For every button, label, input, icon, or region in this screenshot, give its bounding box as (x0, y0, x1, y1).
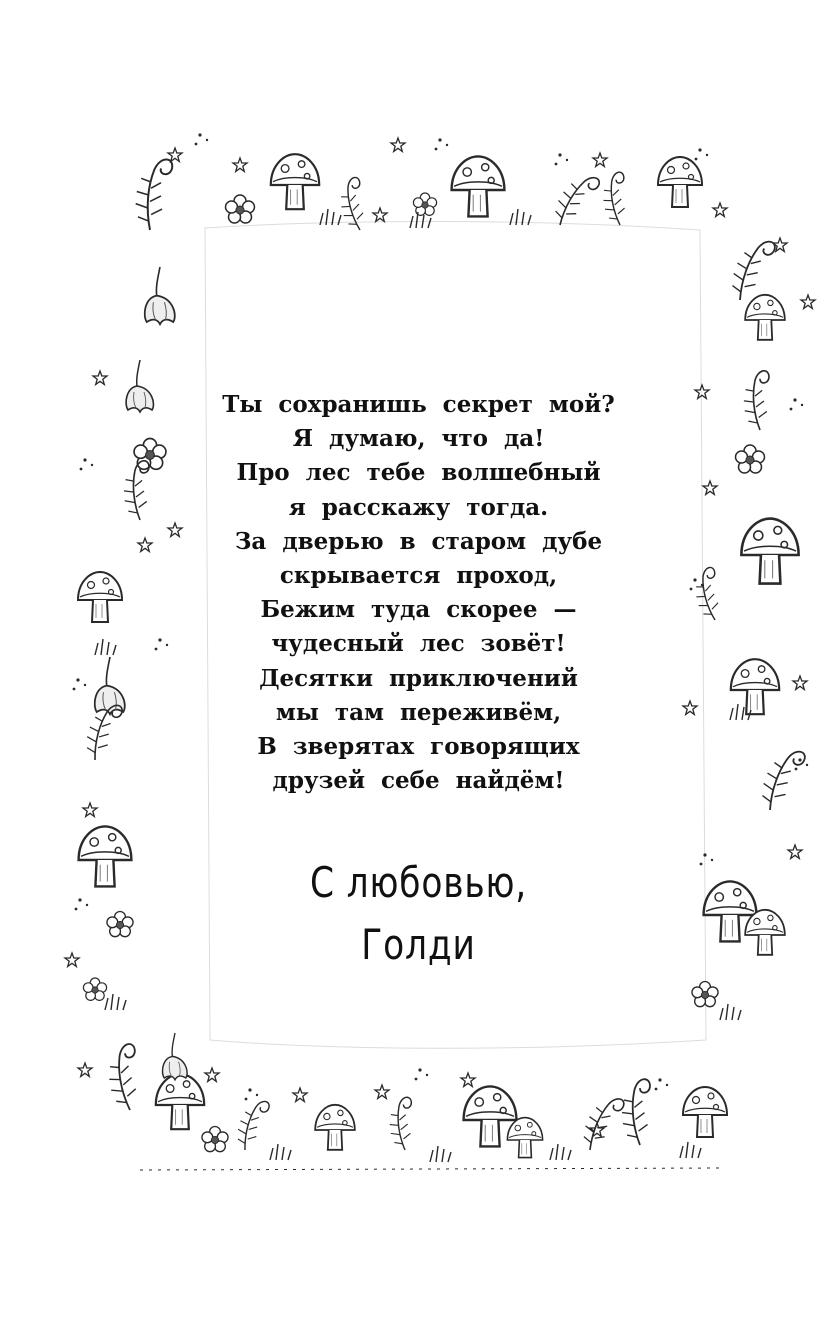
signature-name: Голди (361, 920, 476, 969)
left-border (65, 267, 182, 1010)
top-border (136, 133, 727, 233)
poem-line: Десятки приключений (259, 664, 578, 692)
poem-line: В зверятах говорящих (257, 733, 580, 761)
bottom-border (78, 1033, 727, 1170)
poem-line: скрывается проход, (279, 562, 558, 590)
poem-line: Бежим туда скорее — (260, 596, 577, 624)
poem-line: друзей себе найдём! (272, 767, 565, 795)
poem-line: чудесный лес зовёт! (271, 630, 566, 658)
poem-line: Про лес тебе волшебный (236, 459, 601, 487)
poem-line: Ты сохранишь секрет мой? (222, 391, 615, 418)
signature (239, 852, 597, 976)
poem-line: я расскажу тогда. (288, 493, 549, 521)
poem-line: мы там переживём, (275, 698, 562, 726)
signature-greeting: С любовью, (309, 858, 528, 907)
poem-text (200, 388, 637, 798)
poem-line: За дверью в старом дубе (234, 527, 603, 555)
poem-line: Я думаю, что да! (292, 425, 545, 453)
